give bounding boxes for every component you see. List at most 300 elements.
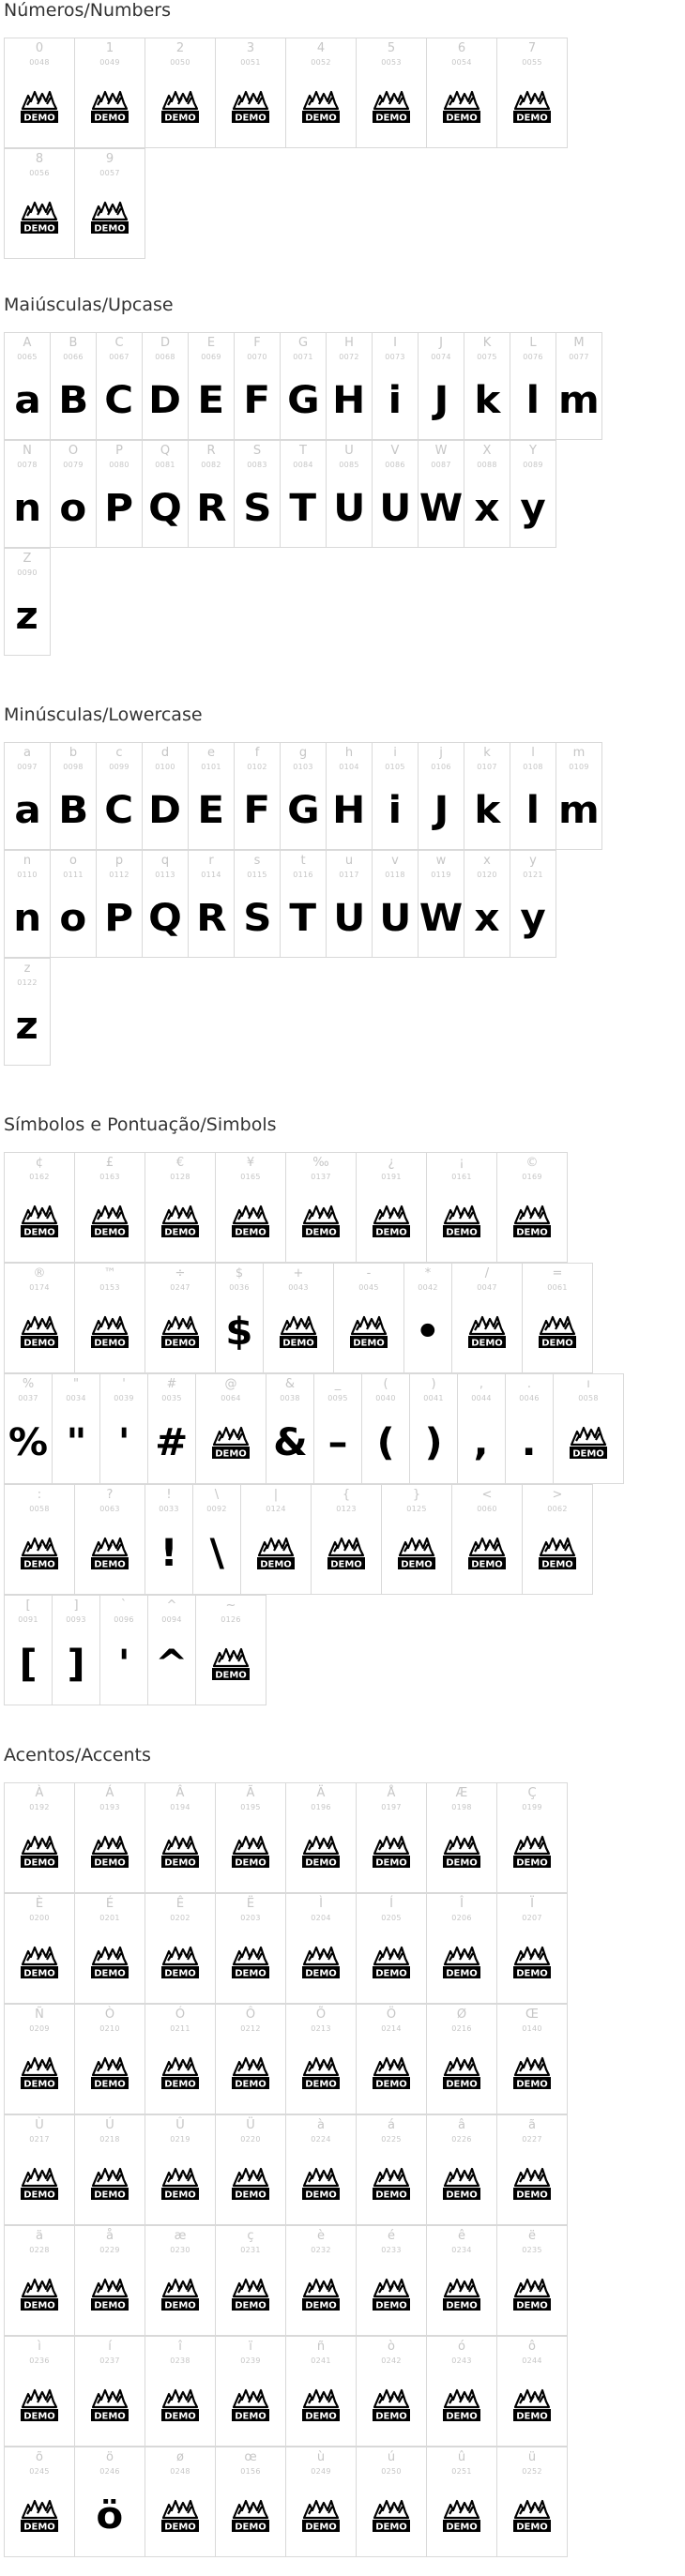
glyph-cell <box>145 2447 216 2557</box>
glyph-cell <box>74 1893 145 2004</box>
demo-logo-icon <box>441 2497 482 2535</box>
glyph-character: > <box>552 1488 563 1502</box>
glyph-preview <box>427 2144 496 2224</box>
glyph-preview <box>235 771 280 849</box>
glyph-character: R <box>206 444 216 458</box>
glyph-preview <box>53 1624 99 1705</box>
glyph-preview <box>464 879 510 957</box>
glyph-character: ı <box>586 1377 590 1391</box>
glyph-cell <box>266 1373 314 1484</box>
glyph-cell <box>356 2447 427 2557</box>
glyph-preview <box>281 771 326 849</box>
glyph-cell <box>74 2004 145 2114</box>
glyph-code: 0169 <box>522 1173 542 1181</box>
glyph-code: 0224 <box>311 2135 331 2144</box>
demo-logo-icon <box>441 2054 482 2092</box>
glyph-character: Ô <box>245 2008 256 2022</box>
demo-logo-icon <box>230 1833 271 1871</box>
demo-label: DEMO <box>164 1968 196 1979</box>
glyph-cell <box>145 2004 216 2114</box>
glyph-character: i <box>393 746 397 760</box>
glyph-code: 0126 <box>221 1615 241 1624</box>
demo-logo-icon <box>230 1203 271 1240</box>
glyph-character: # <box>166 1377 177 1391</box>
glyph-sample: ( <box>376 1421 395 1464</box>
glyph-cell <box>285 2225 357 2336</box>
glyph-code: 0094 <box>161 1615 182 1624</box>
glyph-character: È <box>35 1897 44 1911</box>
glyph-character: ñ <box>316 2340 326 2354</box>
glyph-cell <box>372 440 419 548</box>
glyph-sample: m <box>558 378 600 422</box>
glyph-code: 0035 <box>161 1394 182 1402</box>
glyph-code: 0104 <box>339 763 359 771</box>
glyph-character: Ò <box>104 2008 115 2022</box>
glyph-preview <box>281 361 326 439</box>
glyph-sample: . <box>522 1421 537 1464</box>
glyph-character: ê <box>458 2229 465 2243</box>
demo-label: DEMO <box>305 2300 337 2311</box>
glyph-character: © <box>525 1156 539 1170</box>
demo-logo-icon <box>511 2165 553 2203</box>
glyph-code: 0200 <box>29 1914 50 1922</box>
demo-logo-icon <box>19 1203 60 1240</box>
glyph-row <box>4 548 623 655</box>
glyph-preview <box>497 2365 567 2446</box>
glyph-sample: y <box>520 896 546 940</box>
glyph-code: 0214 <box>381 2024 402 2033</box>
glyph-preview <box>145 2033 215 2114</box>
demo-label: DEMO <box>446 1227 478 1238</box>
demo-label: DEMO <box>23 2190 55 2201</box>
glyph-character: Ó <box>175 2008 186 2022</box>
glyph-character: ~ <box>225 1599 236 1613</box>
glyph-cell <box>326 742 373 850</box>
glyph-code: 0069 <box>201 353 221 361</box>
glyph-preview <box>497 2144 567 2224</box>
glyph-character: U <box>344 444 354 458</box>
demo-logo-icon <box>300 2387 342 2424</box>
demo-label: DEMO <box>164 113 196 124</box>
glyph-cell <box>372 850 419 958</box>
glyph-character: O <box>68 444 79 458</box>
glyph-preview <box>357 1811 426 1892</box>
glyph-row <box>4 2114 623 2224</box>
glyph-sample: & <box>272 1421 308 1464</box>
glyph-cell <box>356 2114 427 2225</box>
demo-label: DEMO <box>516 2190 548 2201</box>
glyph-cell <box>74 2114 145 2225</box>
demo-logo-icon <box>537 1313 578 1351</box>
glyph-code: 0210 <box>99 2024 120 2033</box>
glyph-character: ì <box>38 2340 41 2354</box>
glyph-cell <box>496 1893 568 2004</box>
glyph-cell <box>426 38 497 148</box>
glyph-preview <box>216 2365 285 2446</box>
demo-label: DEMO <box>94 1857 126 1869</box>
glyph-preview <box>145 2144 215 2224</box>
glyph-cell <box>4 332 51 440</box>
glyph-cell <box>4 958 51 1066</box>
glyph-code: 0053 <box>381 58 402 67</box>
demo-logo-icon <box>441 88 482 126</box>
glyph-preview <box>100 1402 147 1483</box>
glyph-code: 0065 <box>17 353 38 361</box>
glyph-cell <box>50 850 97 958</box>
demo-logo-icon <box>89 1833 130 1871</box>
demo-logo-icon <box>441 2387 482 2424</box>
glyph-character: ç <box>247 2229 254 2243</box>
glyph-character: Â <box>175 1786 185 1800</box>
glyph-cell <box>426 1152 497 1263</box>
glyph-sample: B <box>57 788 89 832</box>
demo-label: DEMO <box>94 2300 126 2311</box>
glyph-code: 0047 <box>477 1283 497 1292</box>
glyph-row <box>4 1152 623 1262</box>
demo-logo-icon <box>160 1833 201 1871</box>
glyph-character: Ù <box>35 2118 44 2132</box>
glyph-code: 0112 <box>109 871 129 879</box>
glyph-preview <box>216 1292 263 1372</box>
demo-label: DEMO <box>305 1227 337 1238</box>
glyph-preview <box>75 1513 145 1594</box>
glyph-sample: T <box>289 896 317 940</box>
glyph-code: 0071 <box>293 353 313 361</box>
glyph-cell <box>195 1373 266 1484</box>
glyph-code: 0118 <box>385 871 405 879</box>
section-0 <box>4 0 623 259</box>
demo-logo-icon <box>371 2165 412 2203</box>
glyph-sample: H <box>332 378 366 422</box>
glyph-sample: x <box>474 486 500 530</box>
glyph-preview <box>75 2254 145 2335</box>
glyph-code: 0085 <box>339 461 359 469</box>
glyph-sample: U <box>332 486 366 530</box>
demo-logo-icon <box>89 1944 130 1981</box>
glyph-code: 0044 <box>471 1394 492 1402</box>
glyph-preview <box>5 361 50 439</box>
demo-logo-icon <box>19 1535 60 1572</box>
demo-label: DEMO <box>94 1968 126 1979</box>
glyph-character: 3 <box>246 41 255 55</box>
glyph-cell <box>4 1595 53 1705</box>
glyph-code: 0194 <box>170 1803 190 1811</box>
glyph-code: 0161 <box>451 1173 472 1181</box>
glyph-cell <box>215 2004 286 2114</box>
demo-label: DEMO <box>401 1559 433 1570</box>
glyph-cell <box>464 850 510 958</box>
glyph-character: õ <box>36 2450 43 2464</box>
glyph-preview <box>427 1922 496 2003</box>
glyph-preview <box>327 879 372 957</box>
glyph-code: 0165 <box>240 1173 261 1181</box>
demo-logo-icon <box>511 2497 553 2535</box>
glyph-sample: P <box>104 896 134 940</box>
glyph-cell <box>326 440 373 548</box>
glyph-cell <box>403 1263 452 1373</box>
demo-label: DEMO <box>235 1968 266 1979</box>
glyph-preview <box>216 67 285 147</box>
demo-logo-icon <box>300 1203 342 1240</box>
glyph-code: 0086 <box>385 461 405 469</box>
glyph-sample: # <box>155 1421 189 1464</box>
glyph-sample: J <box>434 378 449 422</box>
glyph-preview <box>189 879 234 957</box>
demo-label: DEMO <box>23 1857 55 1869</box>
glyph-preview <box>327 361 372 439</box>
glyph-row <box>4 2225 623 2335</box>
glyph-character: M <box>573 336 585 350</box>
glyph-code: 0064 <box>221 1394 241 1402</box>
demo-logo-icon <box>160 2054 201 2092</box>
glyph-row <box>4 1893 623 2003</box>
glyph-sample: E <box>197 378 225 422</box>
glyph-preview <box>357 2254 426 2335</box>
demo-logo-icon <box>511 1203 553 1240</box>
glyph-code: 0107 <box>477 763 497 771</box>
glyph-character: : <box>37 1488 42 1502</box>
glyph-code: 0045 <box>358 1283 379 1292</box>
glyph-code: 0197 <box>381 1803 402 1811</box>
glyph-cell <box>74 2447 145 2557</box>
glyph-cell <box>451 1263 523 1373</box>
glyph-character: W <box>434 444 448 458</box>
glyph-preview <box>464 469 510 547</box>
glyph-cell <box>356 1893 427 2004</box>
glyph-cell <box>142 440 189 548</box>
glyph-preview <box>5 987 50 1065</box>
demo-label: DEMO <box>164 2411 196 2422</box>
glyph-preview <box>419 879 464 957</box>
glyph-preview <box>75 2476 145 2556</box>
glyph-code: 0119 <box>431 871 451 879</box>
demo-logo-icon <box>230 2165 271 2203</box>
glyph-code: 0140 <box>522 2024 542 2033</box>
demo-label: DEMO <box>330 1559 362 1570</box>
glyph-cell <box>74 38 145 148</box>
glyph-preview <box>189 361 234 439</box>
glyph-code: 0050 <box>170 58 190 67</box>
demo-label: DEMO <box>164 2522 196 2533</box>
demo-label: DEMO <box>375 2300 407 2311</box>
glyph-cell <box>426 2114 497 2225</box>
glyph-cell <box>280 332 327 440</box>
glyph-character: £ <box>105 1156 114 1170</box>
demo-label: DEMO <box>446 113 478 124</box>
glyph-code: 0093 <box>66 1615 86 1624</box>
glyph-sample: k <box>474 378 500 422</box>
glyph-code: 0193 <box>99 1803 120 1811</box>
glyph-character: œ <box>244 2450 257 2464</box>
glyph-cell <box>4 1893 75 2004</box>
glyph-row <box>4 1595 623 1705</box>
section-title: Minúsculas/Lowercase <box>4 705 203 725</box>
demo-label: DEMO <box>94 223 126 235</box>
section-2 <box>4 705 623 1066</box>
glyph-character: Y <box>529 444 537 458</box>
glyph-preview <box>334 1292 403 1372</box>
glyph-character: Ö <box>386 2008 397 2022</box>
glyph-code: 0207 <box>522 1914 542 1922</box>
glyph-character: + <box>293 1266 304 1280</box>
glyph-sample: ) <box>424 1421 443 1464</box>
glyph-preview <box>314 1402 361 1483</box>
glyph-code: 0213 <box>311 2024 331 2033</box>
glyph-cell <box>145 2336 216 2447</box>
glyph-preview <box>281 879 326 957</box>
glyph-preview <box>145 1811 215 1892</box>
glyph-code: 0203 <box>240 1914 261 1922</box>
demo-label: DEMO <box>23 1227 55 1238</box>
glyph-sample: – <box>327 1421 348 1464</box>
glyph-character: B <box>68 336 78 350</box>
glyph-character: d <box>160 746 170 760</box>
glyph-preview <box>286 2144 356 2224</box>
glyph-code: 0041 <box>423 1394 444 1402</box>
glyph-character: æ <box>174 2229 187 2243</box>
glyph-character: 8 <box>35 152 44 166</box>
glyph-cell <box>361 1373 410 1484</box>
demo-label: DEMO <box>260 1559 292 1570</box>
glyph-character: H <box>344 336 354 350</box>
glyph-preview <box>145 2365 215 2446</box>
glyph-character: Ç <box>527 1786 537 1800</box>
glyph-character: í <box>108 2340 112 2354</box>
demo-label: DEMO <box>516 1227 548 1238</box>
glyph-cell <box>215 1782 286 1893</box>
glyph-cell <box>215 2225 286 2336</box>
glyph-code: 0242 <box>381 2356 402 2365</box>
glyph-cell <box>215 2447 286 2557</box>
glyph-cell <box>464 440 510 548</box>
glyph-character: E <box>206 336 216 350</box>
glyph-code: 0076 <box>523 353 543 361</box>
glyph-preview <box>362 1402 409 1483</box>
demo-logo-icon <box>89 2054 130 2092</box>
demo-label: DEMO <box>164 2190 196 2201</box>
demo-label: DEMO <box>516 2079 548 2090</box>
glyph-cell <box>313 1373 362 1484</box>
glyph-character: D <box>160 336 170 350</box>
demo-logo-icon <box>371 1203 412 1240</box>
demo-logo-icon <box>89 1313 130 1351</box>
glyph-cell <box>496 2447 568 2557</box>
demo-logo-icon <box>511 88 553 126</box>
glyph-preview <box>235 469 280 547</box>
glyph-character: ¥ <box>246 1156 255 1170</box>
glyph-code: 0083 <box>247 461 267 469</box>
demo-label: DEMO <box>164 1338 196 1349</box>
glyph-preview <box>286 1181 356 1262</box>
glyph-preview <box>286 2365 356 2446</box>
glyph-preview <box>189 771 234 849</box>
glyph-preview <box>5 577 50 655</box>
demo-label: DEMO <box>235 2522 266 2533</box>
glyph-character: 5 <box>387 41 396 55</box>
demo-logo-icon <box>160 2387 201 2424</box>
glyph-preview <box>143 879 188 957</box>
glyph-code: 0068 <box>155 353 175 361</box>
glyph-preview <box>5 1624 52 1705</box>
demo-label: DEMO <box>305 113 337 124</box>
glyph-character: } <box>412 1488 421 1502</box>
glyph-code: 0111 <box>63 871 84 879</box>
glyph-cell <box>556 332 602 440</box>
glyph-character: p <box>114 854 124 868</box>
glyph-character: l <box>531 746 535 760</box>
glyph-code: 0241 <box>311 2356 331 2365</box>
glyph-preview <box>458 1402 505 1483</box>
glyph-preview <box>53 1402 99 1483</box>
glyph-cell <box>426 1893 497 2004</box>
glyph-preview <box>286 2476 356 2556</box>
demo-label: DEMO <box>305 1968 337 1979</box>
demo-label: DEMO <box>23 2300 55 2311</box>
glyph-cell <box>280 850 327 958</box>
glyph-character: - <box>366 1266 372 1280</box>
demo-label: DEMO <box>94 2190 126 2201</box>
glyph-preview <box>523 1292 592 1372</box>
glyph-preview <box>75 67 145 147</box>
glyph-cell <box>96 332 143 440</box>
glyph-code: 0245 <box>29 2467 50 2476</box>
glyph-character: Ø <box>456 2008 467 2022</box>
glyph-cell <box>510 850 556 958</box>
demo-logo-icon <box>230 2054 271 2092</box>
glyph-character: F <box>253 336 261 350</box>
glyph-cell <box>372 742 419 850</box>
glyph-preview <box>216 1811 285 1892</box>
glyph-cell <box>356 38 427 148</box>
glyph-code: 0247 <box>170 1283 190 1292</box>
demo-logo-icon <box>230 2497 271 2535</box>
demo-label: DEMO <box>446 1857 478 1869</box>
glyph-code: 0077 <box>569 353 589 361</box>
glyph-code: 0216 <box>451 2024 472 2033</box>
glyph-preview <box>216 2144 285 2224</box>
glyph-cell <box>285 1893 357 2004</box>
glyph-code: 0202 <box>170 1914 190 1922</box>
glyph-code: 0034 <box>66 1394 86 1402</box>
glyph-row <box>4 1373 623 1483</box>
glyph-preview <box>193 1513 240 1594</box>
section-title: Maiúsculas/Upcase <box>4 295 174 315</box>
glyph-character: É <box>105 1897 114 1911</box>
glyph-sample: U <box>378 896 412 940</box>
glyph-code: 0102 <box>247 763 267 771</box>
glyph-character: t <box>300 854 306 868</box>
glyph-character: { <box>342 1488 351 1502</box>
glyph-preview <box>51 469 96 547</box>
glyph-character: , <box>479 1377 484 1391</box>
demo-logo-icon <box>89 2276 130 2313</box>
glyph-character: ë <box>528 2229 536 2243</box>
glyph-character: y <box>529 854 537 868</box>
glyph-cell <box>4 38 75 148</box>
glyph-preview <box>419 469 464 547</box>
glyph-code: 0103 <box>293 763 313 771</box>
glyph-cell <box>142 332 189 440</box>
glyph-cell <box>74 1484 145 1595</box>
glyph-code: 0120 <box>477 871 497 879</box>
glyph-character: q <box>160 854 170 868</box>
glyph-preview <box>5 2365 74 2446</box>
glyph-code: 0121 <box>523 871 543 879</box>
glyph-cell <box>381 1484 452 1595</box>
glyph-code: 0078 <box>17 461 38 469</box>
glyph-preview <box>51 771 96 849</box>
glyph-preview <box>5 1811 74 1892</box>
